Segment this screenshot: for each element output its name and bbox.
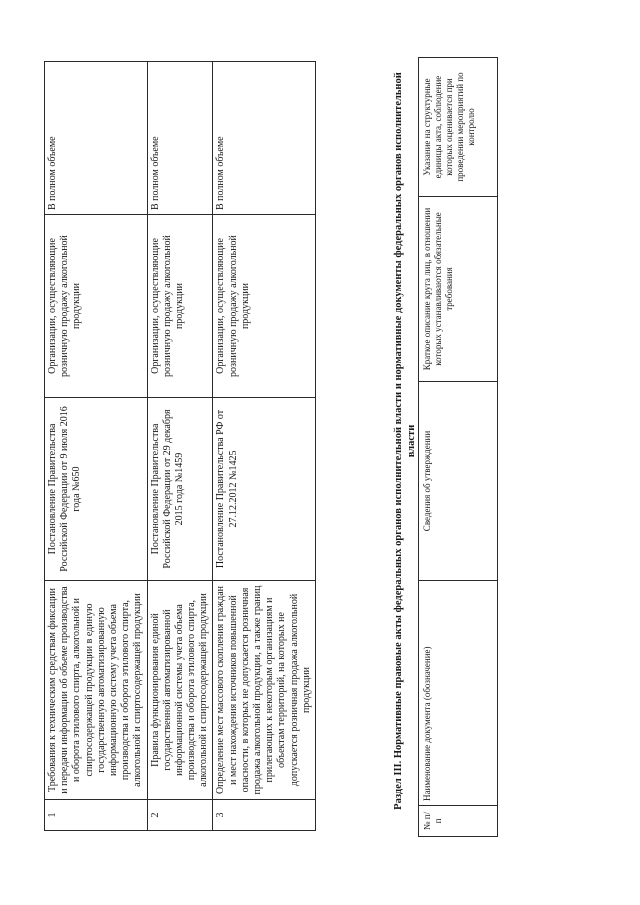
row-number: 2 (147, 800, 213, 831)
table-header-row (419, 58, 498, 837)
header-document-name: Наименование документа (обозначение) (419, 581, 498, 806)
requirements-table (44, 61, 316, 831)
subjects-cell: Организации, осуществляющие розничную продажу алкогольной продукции (213, 215, 316, 398)
row-number: 1 (45, 800, 148, 831)
approval-cell: Постановление Правительства Российской Федерации от 9 июля 2016 года №650 (45, 398, 148, 581)
header-subjects: Краткое описание круга лиц, в отношении которых устанавливаются обязательные требования (419, 197, 498, 382)
document-name-cell: Правила функционирования единой государственной автоматизированной информационной системы учета объема производства и оборота этилового спирта, алкогольной и спиртосодержащей продукции (147, 581, 213, 800)
header-structural-units: Указание на структурные единицы акта, соблюдение которых оценивается при проведении мероприятий по контролю (419, 58, 498, 197)
section-heading: Раздел III. Нормативные правовые акты федеральных органов исполнительной власти и нормативные документы федеральных органов исполнительной власти (393, 72, 418, 810)
approval-cell: Постановление Правительства Российской Федерации от 29 декабря 2015 года №1459 (147, 398, 213, 581)
document-name-cell: Требования к техническим средствам фиксации и передачи информации об объеме производства и оборота этилового спирта, алкогольной и спиртосодержащей продукции в единую государственную автоматизированную информационную систему учета объема производства и оборота этилового спирта, алкогольной и спиртосодержащей продукции (45, 581, 148, 800)
row-number: 3 (213, 800, 316, 831)
header-approval: Сведения об утверждении (419, 382, 498, 581)
subjects-cell: Организации, осуществляющие розничную продажу алкогольной продукции (147, 215, 213, 398)
scope-cell: В полном объеме (213, 62, 316, 215)
header-number: № п/п (419, 806, 498, 837)
table-row (213, 62, 316, 831)
table-row (147, 62, 213, 831)
table-row (45, 62, 148, 831)
approval-cell: Постановление Правительства РФ от 27.12.2012 №1425 (213, 398, 316, 581)
section-3-table (418, 57, 498, 837)
scope-cell: В полном объеме (45, 62, 148, 215)
scope-cell: В полном объеме (147, 62, 213, 215)
subjects-cell: Организации, осуществляющие розничную продажу алкогольной продукции (45, 215, 148, 398)
document-name-cell: Определение мест массового скопления граждан и мест нахождения источников повышенной опасности, в которых не допускается розничная продажа алкогольной продукции, а также границ прилегающих к некоторым организациям и объектам территорий, на которых не допускается розничная продажа алкогольной продукции (213, 581, 316, 800)
